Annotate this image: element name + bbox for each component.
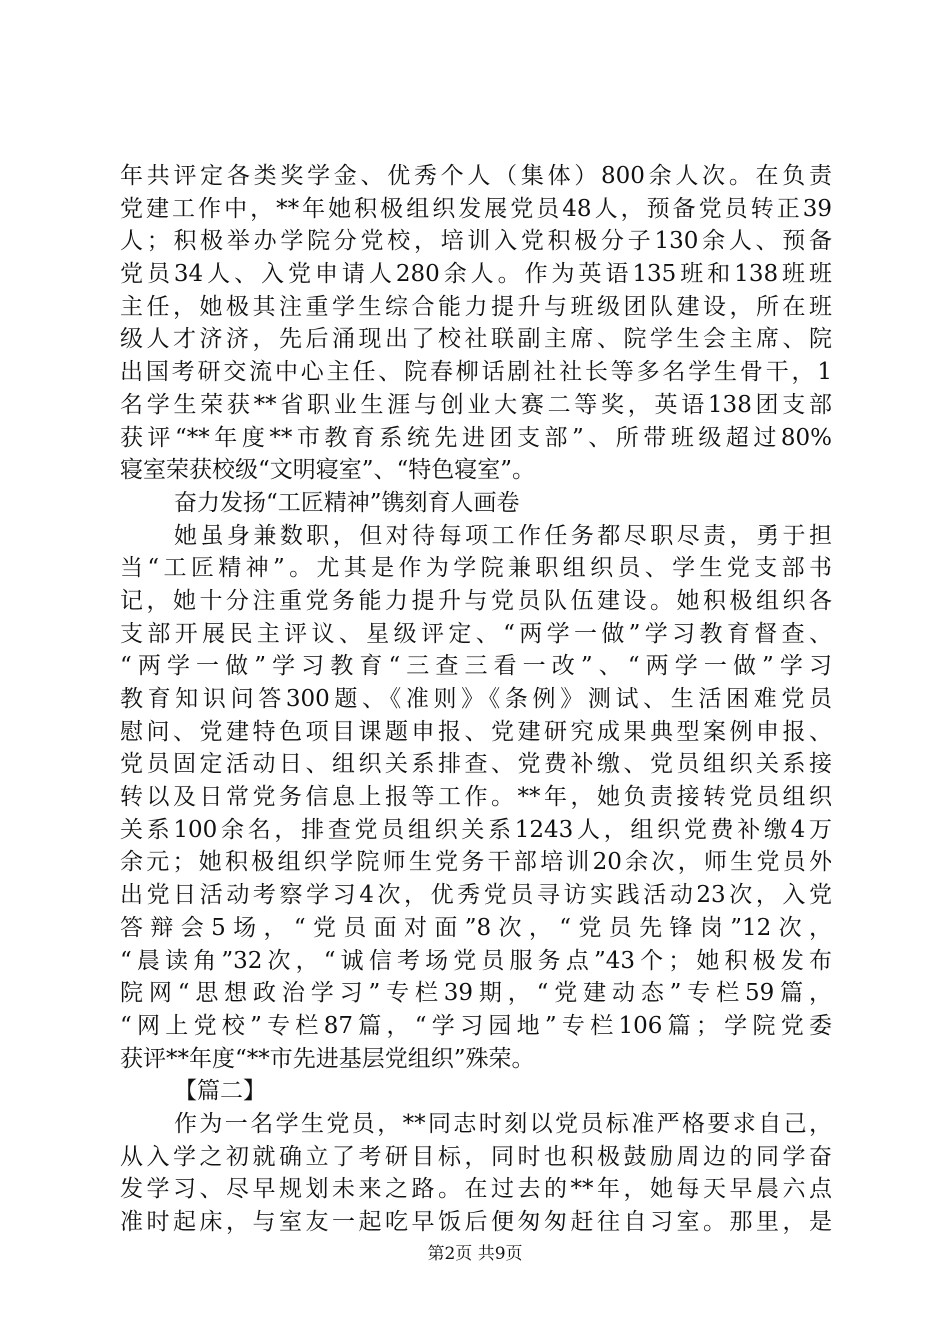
text-line: 人；积极举办学院分党校，培训入党积极分子130余人、预备 <box>120 228 832 255</box>
text-line: 教育知识问答300题、《准则》《条例》测试、生活困难党员 <box>120 686 832 712</box>
text-line: “网上党校”专栏87篇，“学习园地”专栏106篇；学院党委 <box>120 1012 832 1039</box>
text-line: 出国考研交流中心主任、院春柳话剧社社长等多名学生骨干，1 <box>120 359 832 386</box>
text-line: 记，她十分注重党务能力提升与党员队伍建设。她积极组织各 <box>120 587 832 614</box>
text-line: 获评**年度“**市先进基层党组织”殊荣。 <box>120 1045 535 1072</box>
page-number: 第2页 共9页 <box>427 1244 523 1264</box>
text-line: 主任，她极其注重学生综合能力提升与班级团队建设，所在班 <box>120 293 832 320</box>
text-line: 准时起床，与室友一起吃早饭后便匆匆赶往自习室。那里，是 <box>120 1209 832 1235</box>
text-line: 答辩会5场，“党员面对面”8次，“党员先锋岗”12次， <box>120 914 832 941</box>
text-line: “晨读角”32次，“诚信考场党员服务点”43个；她积极发布 <box>120 947 832 974</box>
text-line: 发学习、尽早规划未来之路。在过去的**年，她每天早晨六点 <box>120 1176 832 1203</box>
section-heading: 【篇二】 <box>174 1078 266 1105</box>
section-heading: 奋力发扬“工匠精神”镌刻育人画卷 <box>174 489 520 516</box>
text-line: 转以及日常党务信息上报等工作。**年，她负责接转党员组织 <box>120 784 832 811</box>
text-line: 作为一名学生党员，**同志时刻以党员标准严格要求自己， <box>174 1110 832 1137</box>
text-line: 当“工匠精神”。尤其是作为学院兼职组织员、学生党支部书 <box>120 555 832 582</box>
text-line: 党员固定活动日、组织关系排查、党费补缴、党员组织关系接 <box>120 751 832 778</box>
text-line: 院网“思想政治学习”专栏39期，“党建动态”专栏59篇， <box>120 980 832 1007</box>
text-line: 获评“**年度**市教育系统先进团支部”、所带班级超过80% <box>120 424 832 451</box>
text-line: 年共评定各类奖学金、优秀个人（集体）800余人次。在负责 <box>120 163 832 189</box>
text-line: “两学一做”学习教育“三查三看一改”、“两学一做”学习 <box>120 653 832 680</box>
document-body <box>120 160 832 1239</box>
text-line: 级人才济济，先后涌现出了校社联副主席、院学生会主席、院 <box>120 326 832 353</box>
text-line: 党员34人、入党申请人280余人。作为英语135班和138班班 <box>120 261 832 288</box>
text-line: 名学生荣获**省职业生涯与创业大赛二等奖，英语138团支部 <box>120 391 832 418</box>
text-line: 出党日活动考察学习4次，优秀党员寻访实践活动23次，入党 <box>120 882 832 909</box>
text-line: 党建工作中，**年她积极组织发展党员48人，预备党员转正39 <box>120 195 832 222</box>
text-line: 支部开展民主评议、星级评定、“两学一做”学习教育督查、 <box>120 620 832 647</box>
text-line: 从入学之初就确立了考研目标，同时也积极鼓励周边的同学奋 <box>120 1143 832 1170</box>
text-line: 关系100余名，排查党员组织关系1243人，组织党费补缴4万 <box>120 816 832 843</box>
text-line: 她虽身兼数职，但对待每项工作任务都尽职尽责，勇于担 <box>174 522 832 549</box>
text-line: 寝室荣获校级“文明寝室”、“特色寝室”。 <box>120 457 536 484</box>
text-line: 慰问、党建特色项目课题申报、党建研究成果典型案例申报、 <box>120 718 832 745</box>
text-line: 余元；她积极组织学院师生党务干部培训20余次，师生党员外 <box>120 849 832 876</box>
page-footer <box>0 1243 950 1265</box>
